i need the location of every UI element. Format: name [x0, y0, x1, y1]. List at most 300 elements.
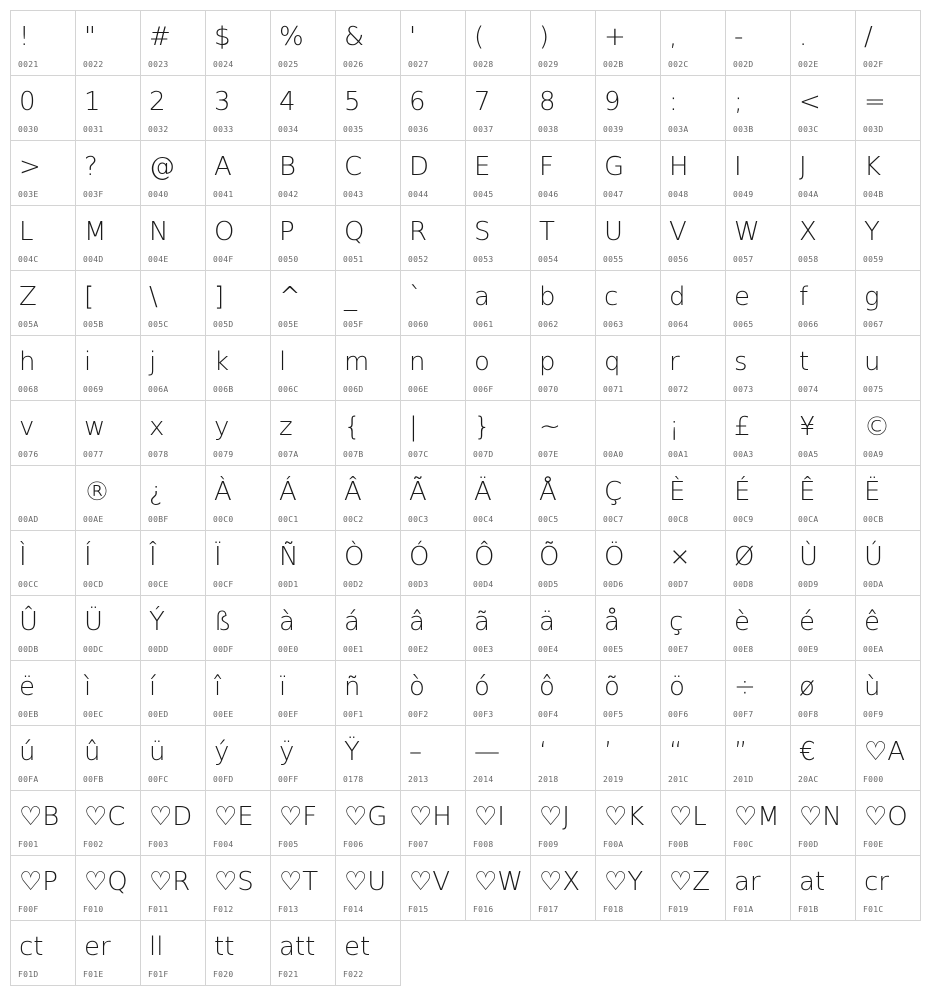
- glyph-cell: [75, 270, 141, 336]
- glyph-codepoint-label: F01A: [733, 905, 754, 914]
- glyph-cell: [335, 465, 401, 531]
- glyph-codepoint-label: 006A: [148, 385, 169, 394]
- glyph-sample: ¥: [799, 412, 816, 442]
- glyph-codepoint-label: 0050: [278, 255, 299, 264]
- glyph-cell: [855, 530, 921, 596]
- glyph-sample: ¿: [149, 477, 163, 507]
- glyph-codepoint-label: 0055: [603, 255, 624, 264]
- glyph-cell: [335, 855, 401, 921]
- glyph-cell: [140, 465, 206, 531]
- glyph-sample: Ù: [799, 542, 819, 572]
- glyph-sample: +: [604, 22, 626, 52]
- glyph-codepoint-label: 00EA: [863, 645, 884, 654]
- glyph-cell: [790, 75, 856, 141]
- glyph-codepoint-label: 00EE: [213, 710, 234, 719]
- glyph-codepoint-label: 00FD: [213, 775, 234, 784]
- glyph-codepoint-label: F008: [473, 840, 494, 849]
- glyph-cell: [75, 335, 141, 401]
- glyph-codepoint-label: 00E5: [603, 645, 624, 654]
- glyph-sample: 0: [19, 87, 36, 117]
- glyph-sample: (: [474, 22, 485, 52]
- glyph-sample: t: [799, 347, 810, 377]
- glyph-cell: [725, 205, 791, 271]
- glyph-sample: 2: [149, 87, 166, 117]
- glyph-codepoint-label: 00E0: [278, 645, 299, 654]
- glyph-codepoint-label: 00DC: [83, 645, 104, 654]
- glyph-cell: [140, 660, 206, 726]
- glyph-codepoint-label: 002F: [863, 60, 884, 69]
- glyph-cell: [530, 400, 596, 466]
- glyph-codepoint-label: F005: [278, 840, 299, 849]
- glyph-cell: [270, 205, 336, 271]
- glyph-codepoint-label: F021: [278, 970, 299, 979]
- glyph-codepoint-label: F01C: [863, 905, 884, 914]
- glyph-codepoint-label: 0036: [408, 125, 429, 134]
- glyph-sample: ): [539, 22, 550, 52]
- glyph-sample: ;: [734, 87, 743, 117]
- glyph-cell: [75, 140, 141, 206]
- glyph-sample: 5: [344, 87, 361, 117]
- glyph-cell: [855, 660, 921, 726]
- glyph-sample: ♡G: [344, 802, 388, 832]
- glyph-sample: _: [344, 282, 357, 312]
- glyph-codepoint-label: 00FF: [278, 775, 299, 784]
- glyph-cell: [725, 790, 791, 856]
- glyph-sample: s: [734, 347, 748, 377]
- glyph-cell: [205, 75, 271, 141]
- glyph-codepoint-label: 004C: [18, 255, 39, 264]
- glyph-codepoint-label: 0024: [213, 60, 234, 69]
- glyph-cell: [205, 855, 271, 921]
- glyph-sample: è: [734, 607, 750, 637]
- glyph-codepoint-label: 0073: [733, 385, 754, 394]
- glyph-sample: M: [84, 217, 107, 247]
- glyph-sample: att: [279, 932, 316, 962]
- glyph-codepoint-label: 0178: [343, 775, 364, 784]
- glyph-cell: [660, 10, 726, 76]
- glyph-sample: C: [344, 152, 363, 182]
- glyph-cell: [465, 855, 531, 921]
- glyph-codepoint-label: 00C5: [538, 515, 559, 524]
- glyph-codepoint-label: 0063: [603, 320, 624, 329]
- glyph-cell: [270, 75, 336, 141]
- glyph-codepoint-label: 0044: [408, 190, 429, 199]
- glyph-sample: Å: [539, 477, 557, 507]
- glyph-cell: [595, 270, 661, 336]
- glyph-cell: [725, 530, 791, 596]
- glyph-sample: Ã: [409, 477, 427, 507]
- glyph-codepoint-label: 00CA: [798, 515, 819, 524]
- glyph-sample: 9: [604, 87, 621, 117]
- glyph-sample: Ÿ: [344, 737, 360, 767]
- glyph-sample: y: [214, 412, 230, 442]
- glyph-codepoint-label: F012: [213, 905, 234, 914]
- glyph-sample: \: [149, 282, 158, 312]
- glyph-codepoint-label: F00E: [863, 840, 884, 849]
- glyph-cell: [595, 660, 661, 726]
- glyph-codepoint-label: 0046: [538, 190, 559, 199]
- glyph-cell: [595, 595, 661, 661]
- glyph-codepoint-label: 004B: [863, 190, 884, 199]
- glyph-cell: [270, 595, 336, 661]
- glyph-codepoint-label: 00CF: [213, 580, 234, 589]
- glyph-sample: Y: [864, 217, 880, 247]
- glyph-codepoint-label: 005C: [148, 320, 169, 329]
- glyph-codepoint-label: 00F6: [668, 710, 689, 719]
- glyph-cell: [10, 660, 76, 726]
- glyph-cell: [400, 10, 466, 76]
- glyph-sample: T: [539, 217, 555, 247]
- glyph-codepoint-label: 006C: [278, 385, 299, 394]
- glyph-cell: [530, 465, 596, 531]
- glyph-codepoint-label: 0028: [473, 60, 494, 69]
- glyph-sample: @: [149, 152, 175, 182]
- glyph-sample: O: [214, 217, 235, 247]
- glyph-cell: [140, 530, 206, 596]
- glyph-cell: [10, 400, 76, 466]
- glyph-cell: [790, 270, 856, 336]
- glyph-cell: [335, 75, 401, 141]
- glyph-cell: [400, 205, 466, 271]
- glyph-codepoint-label: F022: [343, 970, 364, 979]
- glyph-codepoint-label: 2018: [538, 775, 559, 784]
- glyph-sample: Ñ: [279, 542, 299, 572]
- glyph-sample: F: [539, 152, 554, 182]
- glyph-cell: [140, 335, 206, 401]
- glyph-codepoint-label: 006F: [473, 385, 494, 394]
- glyph-sample: 1: [84, 87, 101, 117]
- glyph-cell: [725, 725, 791, 791]
- glyph-codepoint-label: 00DB: [18, 645, 39, 654]
- glyph-cell: [855, 725, 921, 791]
- glyph-codepoint-label: 00F1: [343, 710, 364, 719]
- glyph-cell: [270, 855, 336, 921]
- glyph-cell: [660, 530, 726, 596]
- glyph-sample: ♡S: [214, 867, 254, 897]
- glyph-cell: [335, 725, 401, 791]
- glyph-sample: Q: [344, 217, 365, 247]
- glyph-cell: [270, 10, 336, 76]
- glyph-cell: [270, 270, 336, 336]
- glyph-codepoint-label: 0057: [733, 255, 754, 264]
- glyph-sample: =: [864, 87, 886, 117]
- glyph-cell: [270, 660, 336, 726]
- glyph-codepoint-label: 0033: [213, 125, 234, 134]
- glyph-sample: ": [84, 22, 96, 52]
- glyph-codepoint-label: 0047: [603, 190, 624, 199]
- glyph-cell: [465, 465, 531, 531]
- glyph-cell: [595, 400, 661, 466]
- glyph-cell: [140, 790, 206, 856]
- glyph-cell: [465, 790, 531, 856]
- glyph-cell: [530, 335, 596, 401]
- glyph-codepoint-label: F00B: [668, 840, 689, 849]
- glyph-cell: [205, 400, 271, 466]
- glyph-cell: [660, 270, 726, 336]
- glyph-cell: [75, 400, 141, 466]
- glyph-sample: Z: [19, 282, 37, 312]
- glyph-cell: [335, 335, 401, 401]
- glyph-codepoint-label: 0031: [83, 125, 104, 134]
- glyph-codepoint-label: 0068: [18, 385, 39, 394]
- glyph-sample: ♡U: [344, 867, 387, 897]
- glyph-sample: ct: [19, 932, 44, 962]
- glyph-sample: ô: [539, 672, 555, 702]
- glyph-cell: [660, 595, 726, 661]
- glyph-codepoint-label: F006: [343, 840, 364, 849]
- glyph-cell: [660, 465, 726, 531]
- glyph-codepoint-label: 004D: [83, 255, 104, 264]
- glyph-cell: [725, 595, 791, 661]
- glyph-codepoint-label: 0051: [343, 255, 364, 264]
- glyph-cell: [140, 75, 206, 141]
- glyph-cell: [10, 335, 76, 401]
- glyph-cell: [725, 270, 791, 336]
- glyph-sample: á: [344, 607, 360, 637]
- glyph-sample: ‘: [539, 737, 548, 767]
- glyph-codepoint-label: 0078: [148, 450, 169, 459]
- glyph-cell: [10, 725, 76, 791]
- glyph-cell: [335, 595, 401, 661]
- glyph-codepoint-label: 00FC: [148, 775, 169, 784]
- glyph-codepoint-label: 0067: [863, 320, 884, 329]
- glyph-codepoint-label: 0066: [798, 320, 819, 329]
- glyph-codepoint-label: 00F7: [733, 710, 754, 719]
- glyph-codepoint-label: 0042: [278, 190, 299, 199]
- glyph-sample: 6: [409, 87, 426, 117]
- glyph-sample: Î: [149, 542, 157, 572]
- glyph-codepoint-label: 201C: [668, 775, 689, 784]
- glyph-codepoint-label: F011: [148, 905, 169, 914]
- glyph-sample: ♡O: [864, 802, 908, 832]
- glyph-cell: [855, 10, 921, 76]
- glyph-cell: [205, 790, 271, 856]
- glyph-codepoint-label: 00D6: [603, 580, 624, 589]
- glyph-cell: [270, 465, 336, 531]
- glyph-codepoint-label: 00D4: [473, 580, 494, 589]
- glyph-sample: È: [669, 477, 686, 507]
- glyph-codepoint-label: 0065: [733, 320, 754, 329]
- glyph-codepoint-label: 2019: [603, 775, 624, 784]
- glyph-sample: ♡W: [474, 867, 524, 897]
- glyph-cell: [140, 140, 206, 206]
- glyph-sample: ♡K: [604, 802, 645, 832]
- glyph-codepoint-label: 00C0: [213, 515, 234, 524]
- glyph-cell: [335, 270, 401, 336]
- glyph-codepoint-label: 004F: [213, 255, 234, 264]
- glyph-codepoint-label: 0026: [343, 60, 364, 69]
- glyph-cell: [465, 660, 531, 726]
- glyph-codepoint-label: 00EB: [18, 710, 39, 719]
- glyph-sample: r: [669, 347, 680, 377]
- glyph-codepoint-label: 00E3: [473, 645, 494, 654]
- glyph-codepoint-label: 0040: [148, 190, 169, 199]
- glyph-sample: ^: [279, 282, 301, 312]
- glyph-sample: ]: [214, 282, 225, 312]
- glyph-cell: [660, 75, 726, 141]
- glyph-sample: Û: [19, 607, 39, 637]
- glyph-codepoint-label: 00C4: [473, 515, 494, 524]
- glyph-codepoint-label: 00CC: [18, 580, 39, 589]
- glyph-cell: [205, 465, 271, 531]
- glyph-sample: ì: [84, 672, 92, 702]
- glyph-sample: 4: [279, 87, 296, 117]
- glyph-cell: [75, 660, 141, 726]
- glyph-sample: a: [474, 282, 490, 312]
- glyph-sample: V: [669, 217, 687, 247]
- glyph-codepoint-label: 0062: [538, 320, 559, 329]
- glyph-codepoint-label: F00D: [798, 840, 819, 849]
- glyph-codepoint-label: F010: [83, 905, 104, 914]
- glyph-sample: Á: [279, 477, 297, 507]
- glyph-sample: ò: [409, 672, 425, 702]
- glyph-cell: [530, 140, 596, 206]
- glyph-cell: [660, 335, 726, 401]
- glyph-sample: ♡R: [149, 867, 191, 897]
- glyph-codepoint-label: 0025: [278, 60, 299, 69]
- glyph-sample: ♡D: [149, 802, 193, 832]
- glyph-codepoint-label: 0079: [213, 450, 234, 459]
- glyph-cell: [465, 335, 531, 401]
- glyph-sample: L: [19, 217, 34, 247]
- glyph-codepoint-label: 00A3: [733, 450, 754, 459]
- glyph-sample: ♡M: [734, 802, 780, 832]
- glyph-cell: [855, 205, 921, 271]
- glyph-sample: j: [149, 347, 157, 377]
- glyph-cell: [400, 725, 466, 791]
- glyph-cell: [595, 205, 661, 271]
- glyph-sample: £: [734, 412, 751, 442]
- glyph-cell: [205, 660, 271, 726]
- glyph-sample: E: [474, 152, 491, 182]
- glyph-codepoint-label: 00CE: [148, 580, 169, 589]
- glyph-sample: }: [474, 412, 491, 442]
- glyph-sample: Ü: [84, 607, 104, 637]
- glyph-cell: [595, 75, 661, 141]
- glyph-cell: [725, 10, 791, 76]
- glyph-codepoint-label: 00C9: [733, 515, 754, 524]
- glyph-codepoint-label: 0034: [278, 125, 299, 134]
- glyph-codepoint-label: 0041: [213, 190, 234, 199]
- glyph-codepoint-label: 003B: [733, 125, 754, 134]
- glyph-codepoint-label: 0056: [668, 255, 689, 264]
- glyph-cell: [335, 10, 401, 76]
- glyph-cell: [790, 140, 856, 206]
- glyph-sample: &: [344, 22, 365, 52]
- glyph-codepoint-label: 00FA: [18, 775, 39, 784]
- glyph-codepoint-label: 00AD: [18, 515, 39, 524]
- glyph-codepoint-label: 002D: [733, 60, 754, 69]
- glyph-sample: ©: [864, 412, 890, 442]
- glyph-codepoint-label: 00D5: [538, 580, 559, 589]
- glyph-cell: [400, 140, 466, 206]
- glyph-cell: [790, 855, 856, 921]
- glyph-sample: ♡P: [19, 867, 58, 897]
- glyph-codepoint-label: 0053: [473, 255, 494, 264]
- glyph-codepoint-label: 004A: [798, 190, 819, 199]
- glyph-codepoint-label: 00DD: [148, 645, 169, 654]
- glyph-codepoint-label: 0032: [148, 125, 169, 134]
- glyph-codepoint-label: 0054: [538, 255, 559, 264]
- glyph-sample: Ò: [344, 542, 365, 572]
- glyph-sample: ü: [149, 737, 166, 767]
- glyph-codepoint-label: F019: [668, 905, 689, 914]
- glyph-cell: [660, 205, 726, 271]
- glyph-sample: ¡: [669, 412, 680, 442]
- glyph-cell: [530, 270, 596, 336]
- glyph-codepoint-label: 0072: [668, 385, 689, 394]
- glyph-codepoint-label: F018: [603, 905, 624, 914]
- glyph-codepoint-label: 00CD: [83, 580, 104, 589]
- glyph-codepoint-label: 003C: [798, 125, 819, 134]
- glyph-cell: [140, 400, 206, 466]
- glyph-sample: Ç: [604, 477, 623, 507]
- glyph-codepoint-label: 2013: [408, 775, 429, 784]
- glyph-codepoint-label: 00A1: [668, 450, 689, 459]
- glyph-sample: é: [799, 607, 815, 637]
- glyph-sample: ♡X: [539, 867, 581, 897]
- glyph-sample: G: [604, 152, 625, 182]
- glyph-cell: [335, 790, 401, 856]
- glyph-sample: u: [864, 347, 881, 377]
- glyph-sample: W: [734, 217, 760, 247]
- glyph-cell: [790, 10, 856, 76]
- glyph-sample: <: [799, 87, 821, 117]
- glyph-codepoint-label: 00E4: [538, 645, 559, 654]
- glyph-cell: [140, 725, 206, 791]
- glyph-codepoint-label: 0069: [83, 385, 104, 394]
- glyph-cell: [10, 205, 76, 271]
- glyph-sample: p: [539, 347, 556, 377]
- glyph-sample: ß: [214, 607, 232, 637]
- glyph-sample: B: [279, 152, 297, 182]
- glyph-codepoint-label: 00F4: [538, 710, 559, 719]
- glyph-cell: [270, 140, 336, 206]
- glyph-cell: [465, 10, 531, 76]
- glyph-sample: ♡I: [474, 802, 505, 832]
- glyph-cell: [660, 400, 726, 466]
- glyph-cell: [465, 205, 531, 271]
- glyph-codepoint-label: F01E: [83, 970, 104, 979]
- glyph-cell: [855, 855, 921, 921]
- glyph-sample: î: [214, 672, 222, 702]
- glyph-sample: l: [279, 347, 287, 377]
- glyph-cell: [530, 205, 596, 271]
- glyph-cell: [205, 205, 271, 271]
- glyph-sample: d: [669, 282, 686, 312]
- glyph-sample: tt: [214, 932, 235, 962]
- glyph-sample: 3: [214, 87, 231, 117]
- glyph-sample: at: [799, 867, 826, 897]
- glyph-codepoint-label: 00A5: [798, 450, 819, 459]
- glyph-cell: [725, 400, 791, 466]
- glyph-cell: [400, 335, 466, 401]
- glyph-cell: [855, 75, 921, 141]
- glyph-codepoint-label: 00F5: [603, 710, 624, 719]
- glyph-cell: [855, 595, 921, 661]
- glyph-cell: [75, 530, 141, 596]
- glyph-cell: [205, 920, 271, 986]
- glyph-cell: [595, 725, 661, 791]
- glyph-cell: [10, 595, 76, 661]
- glyph-sample: ®: [84, 477, 110, 507]
- glyph-cell: [335, 660, 401, 726]
- glyph-sample: U: [604, 217, 624, 247]
- glyph-sample: J: [799, 152, 807, 182]
- glyph-sample: Ä: [474, 477, 492, 507]
- glyph-sample: w: [84, 412, 106, 442]
- glyph-cell: [335, 400, 401, 466]
